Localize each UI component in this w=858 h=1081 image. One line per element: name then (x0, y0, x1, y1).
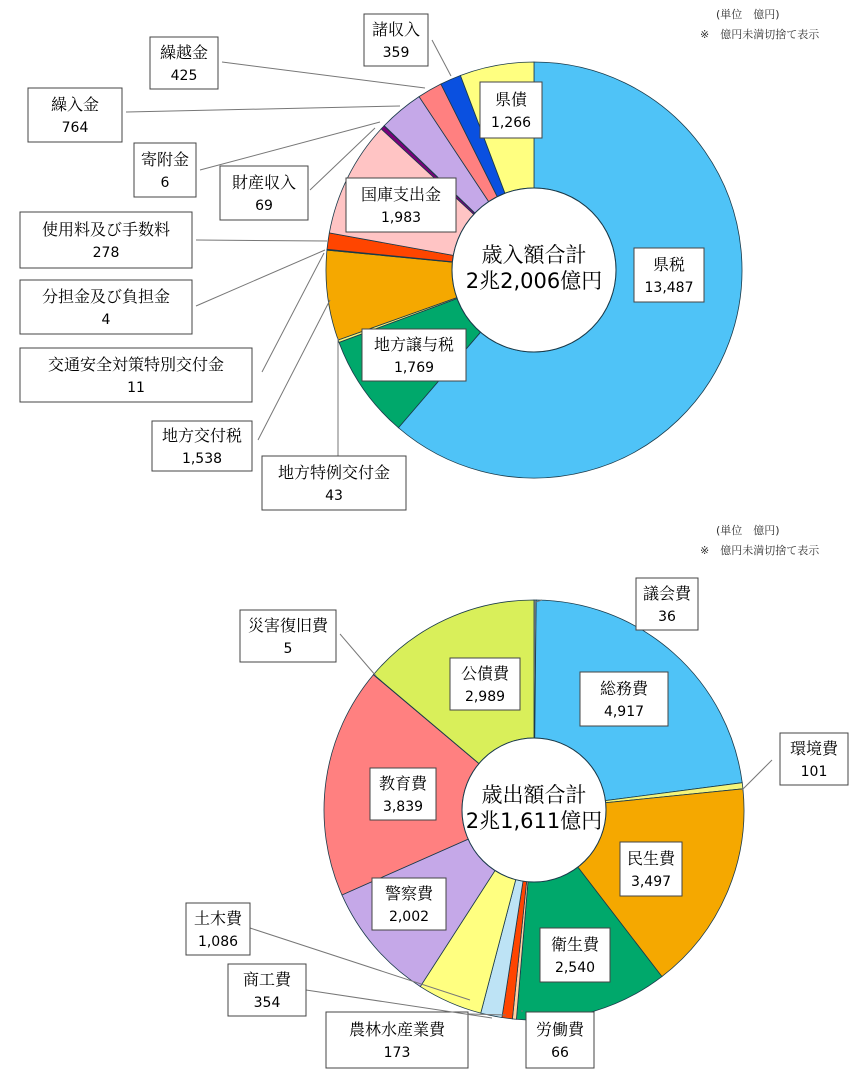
slice-name-label: 諸収入 (371, 20, 421, 39)
slice-value-label: 101 (800, 764, 828, 780)
label-box (326, 1012, 468, 1068)
slice-value-label: 2,002 (388, 909, 430, 925)
label-box (346, 178, 456, 232)
slice-name-label: 議会費 (642, 584, 692, 603)
slice-value-label: 69 (255, 198, 273, 214)
slice-value-label: 1,538 (181, 451, 223, 467)
slice-name-label: 教育費 (378, 774, 428, 793)
label-box (370, 768, 436, 820)
slice-name-label: 土木費 (193, 909, 243, 928)
leader-line (258, 300, 330, 440)
leader-line (742, 760, 772, 790)
label-box (364, 14, 428, 66)
label-box (634, 248, 704, 302)
slice-value-label: 2,989 (464, 689, 506, 705)
label-box (580, 672, 668, 726)
slice-name-label: 地方交付税 (161, 426, 243, 445)
label-box (636, 578, 698, 630)
slice-value-label: 3,497 (630, 874, 672, 890)
revenue-donut-chart (20, 14, 742, 510)
truncation-note-bottom: ※ 億円未満切捨て表示 (700, 544, 820, 557)
center-total: 2兆1,611億円 (465, 809, 603, 833)
slice-value-label: 5 (283, 641, 293, 657)
label-box (362, 329, 466, 381)
slice-value-label: 4,917 (603, 704, 645, 720)
slice-name-label: 労働費 (535, 1020, 585, 1039)
slice-value-label: 359 (382, 45, 410, 61)
slice-name-label: 農林水産業費 (348, 1020, 446, 1039)
slice-value-label: 1,266 (490, 115, 532, 131)
slice-name-label: 交通安全対策特別交付金 (47, 355, 225, 374)
slice-value-label: 1,769 (393, 360, 435, 376)
label-box (372, 878, 446, 930)
slice-name-label: 県税 (652, 255, 686, 274)
slice-name-label: 寄附金 (140, 150, 190, 169)
slice-value-label: 1,086 (197, 934, 239, 950)
unit-label-bottom: (単位 億円) (716, 524, 780, 537)
leader-line (196, 240, 327, 241)
label-box (480, 82, 542, 138)
slice-name-label: 環境費 (789, 739, 839, 758)
slice-value-label: 36 (658, 609, 676, 625)
slice-value-label: 13,487 (644, 280, 694, 296)
slice-name-label: 公債費 (460, 664, 510, 683)
slice-name-label: 分担金及び負担金 (41, 287, 171, 306)
slice-value-label: 1,983 (380, 210, 422, 226)
slice-name-label: 地方特例交付金 (277, 463, 391, 482)
slice-name-label: 警察費 (384, 884, 434, 903)
slice-value-label: 6 (160, 175, 170, 191)
truncation-note-top: ※ 億円未満切捨て表示 (700, 28, 820, 41)
slice-value-label: 278 (92, 245, 120, 261)
leader-line (196, 250, 325, 306)
label-box (220, 166, 308, 220)
label-box (28, 88, 122, 142)
center-title: 歳入額合計 (481, 243, 587, 267)
label-box (780, 733, 848, 785)
slice-value-label: 3,839 (382, 799, 424, 815)
label-box (152, 421, 252, 471)
center-title: 歳出額合計 (481, 783, 587, 807)
expenditure-donut-chart (186, 578, 848, 1068)
slice-name-label: 災害復旧費 (247, 616, 329, 635)
slice-name-label: 総務費 (599, 679, 649, 698)
slice-name-label: 地方譲与税 (373, 335, 455, 354)
label-box (450, 658, 520, 710)
label-box (228, 964, 306, 1016)
label-box (540, 928, 610, 982)
leader-line (200, 122, 380, 170)
slice-name-label: 財産収入 (231, 173, 297, 192)
slice-value-label: 66 (551, 1045, 569, 1061)
label-box (20, 212, 192, 268)
leader-line (262, 253, 324, 372)
slice-value-label: 173 (383, 1045, 411, 1061)
label-box (20, 280, 192, 334)
slice-value-label: 354 (253, 995, 281, 1011)
slice-name-label: 県債 (494, 90, 528, 109)
label-box (150, 37, 218, 89)
slice-name-label: 国庫支出金 (360, 185, 442, 204)
slice-name-label: 使用料及び手数料 (41, 220, 171, 239)
label-box (620, 842, 682, 896)
slice-name-label: 商工費 (242, 970, 292, 989)
slice-value-label: 2,540 (554, 960, 596, 976)
slice-name-label: 繰越金 (159, 43, 209, 62)
slice-value-label: 4 (101, 312, 111, 328)
slice-name-label: 繰入金 (50, 95, 100, 114)
label-box (20, 348, 252, 402)
leader-line (432, 40, 451, 76)
slice-value-label: 425 (170, 68, 198, 84)
label-box (186, 903, 250, 955)
label-box (240, 610, 336, 662)
slice-value-label: 764 (61, 120, 89, 136)
leader-line (340, 634, 376, 676)
slice-name-label: 衛生費 (550, 935, 600, 954)
leader-line (126, 106, 400, 112)
unit-label-top: (単位 億円) (716, 8, 780, 21)
slice-value-label: 43 (325, 488, 343, 504)
label-box (262, 456, 406, 510)
slice-name-label: 民生費 (626, 849, 676, 868)
center-total: 2兆2,006億円 (465, 269, 603, 293)
slice-value-label: 11 (127, 380, 145, 396)
label-box (526, 1012, 594, 1068)
label-box (134, 143, 196, 197)
